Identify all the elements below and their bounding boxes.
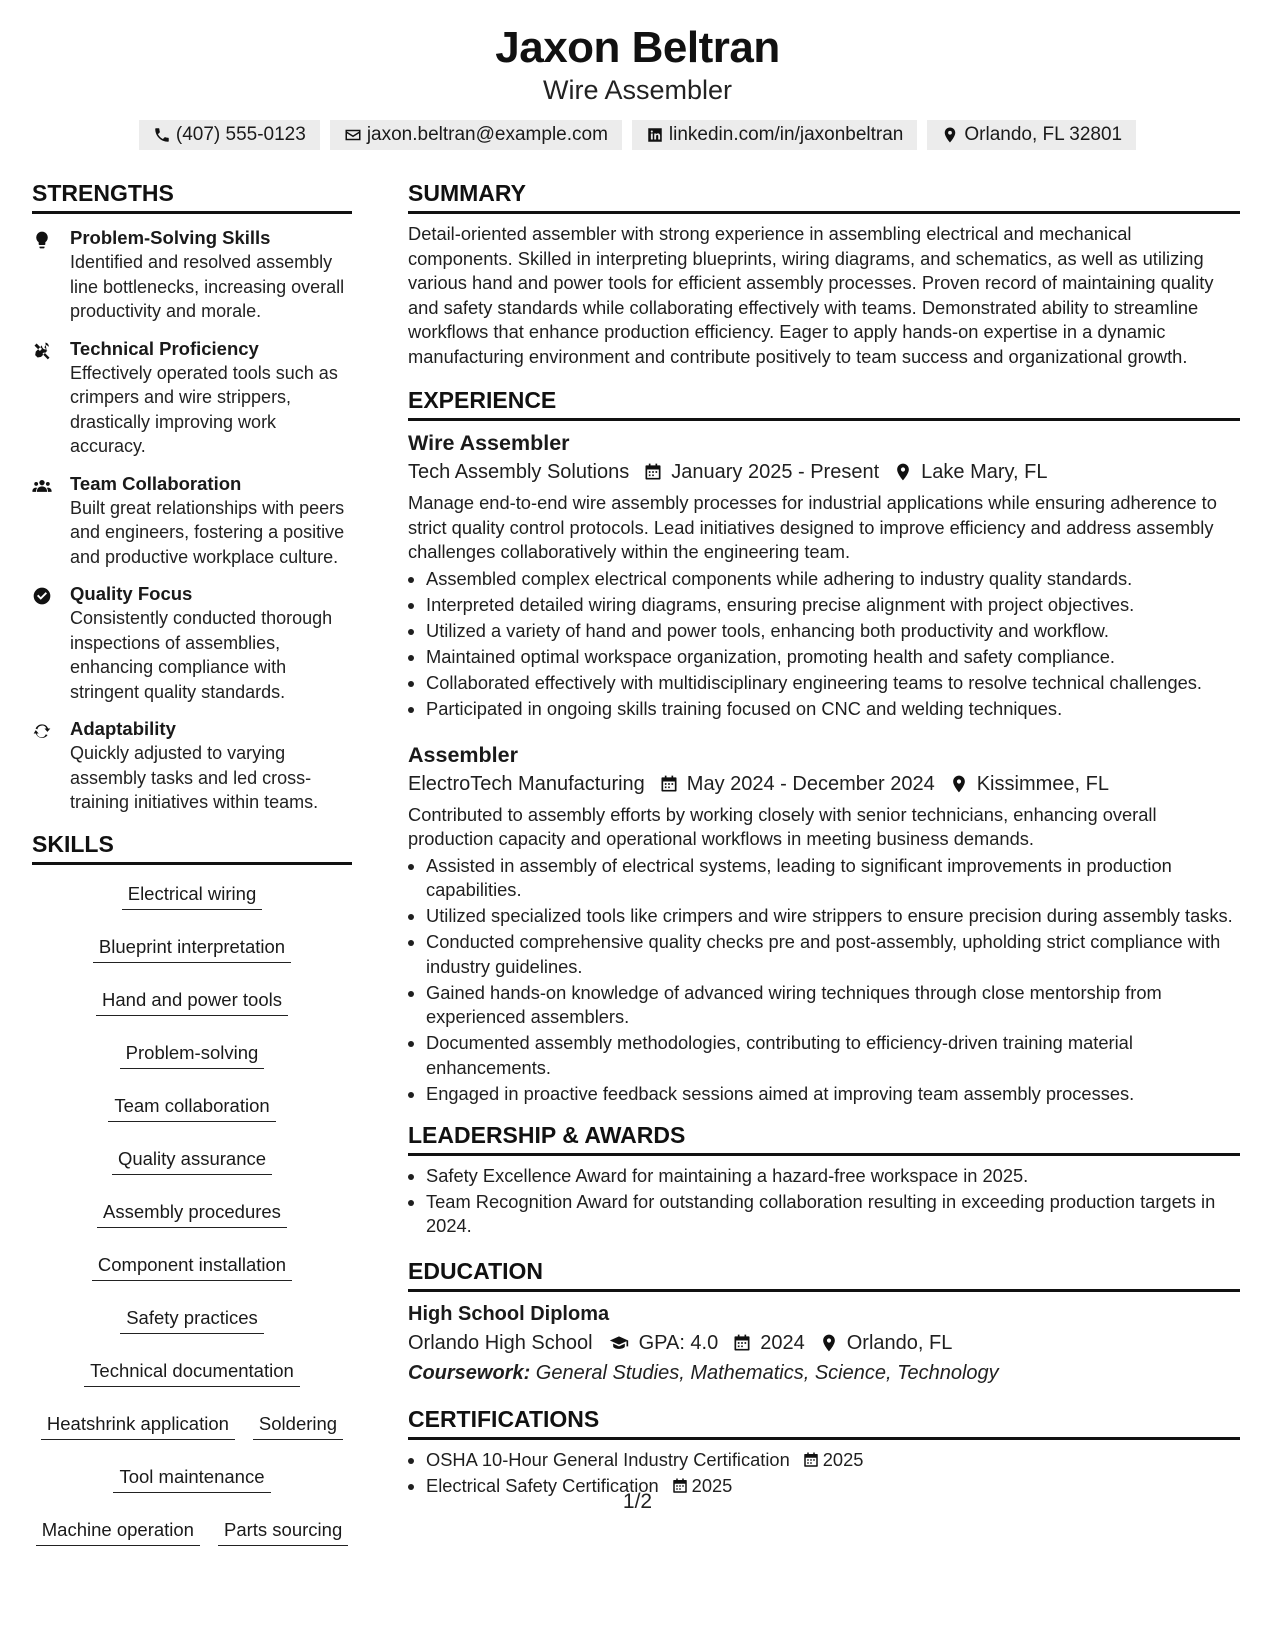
linkedin-text: linkedin.com/in/jaxonbeltran	[668, 124, 904, 145]
job-location: Kissimmee, FL	[976, 772, 1109, 795]
contact-linkedin[interactable]	[632, 120, 917, 150]
job-meta	[408, 769, 1240, 799]
list-item: • Engaged in proactive feedback sessions aimed at improving team assembly processes.	[426, 1082, 1240, 1107]
calendar-icon	[802, 1451, 820, 1469]
job-company: ElectroTech Manufacturing	[408, 772, 645, 795]
education-meta	[408, 1328, 1240, 1358]
lightbulb-icon	[32, 230, 52, 250]
skill-tag: Safety practices	[120, 1305, 264, 1334]
sync-icon	[32, 721, 52, 741]
certification-item	[426, 1448, 1240, 1473]
summary-heading: SUMMARY	[408, 178, 1240, 214]
calendar-icon	[643, 462, 663, 482]
awards-list	[408, 1164, 1240, 1239]
job-description: Contributed to assembly efforts by working closely with senior technicians, enhancing overall production capacity and operational workflows in meeting business demands.	[408, 803, 1157, 849]
skill-tag: Problem-solving	[120, 1040, 265, 1069]
linkedin-icon	[646, 126, 664, 144]
skill-tag: Quality assurance	[112, 1146, 272, 1175]
degree: High School Diploma	[408, 1303, 610, 1325]
strength-title: Team Collaboration	[70, 472, 242, 494]
job-company: Tech Assembly Solutions	[408, 461, 630, 483]
contact-phone	[139, 120, 320, 150]
strength-item	[32, 472, 352, 570]
certification-name: • OSHA 10-Hour General Industry Certification	[426, 1449, 790, 1470]
strength-desc: Built great relationships with peers and engineers, fostering a positive and productive workplace culture.	[70, 497, 345, 567]
location-text: Orlando, FL 32801	[964, 124, 1123, 145]
strength-title: Adaptability	[70, 718, 176, 739]
skill-tag: Machine operation	[36, 1517, 200, 1546]
list-item: • Conducted comprehensive quality checks pre and post-assembly, upholding strict compliance with industry guidelines.	[426, 930, 1240, 979]
skill-tag: Electrical wiring	[122, 881, 263, 910]
skill-tag: Component installation	[92, 1252, 292, 1281]
right-column	[408, 178, 1240, 1500]
strength-item	[32, 226, 352, 324]
job-dates: January 2025 - Present	[671, 461, 880, 483]
list-item: • Utilized a variety of hand and power tools, enhancing both productivity and workflow.	[426, 619, 1240, 644]
graduation-cap-icon	[607, 1333, 631, 1353]
list-item: • Documented assembly methodologies, contributing to efficiency-driven training material enhancements.	[426, 1031, 1240, 1080]
job-dates: May 2024 - December 2024	[686, 772, 935, 795]
strength-desc: Effectively operated tools such as crimpers and wire strippers, drastically improving work accuracy.	[70, 362, 338, 456]
strength-title: Technical Proficiency	[70, 337, 259, 359]
skill-tag: Team collaboration	[108, 1093, 275, 1122]
phone-text: (407) 555-0123	[175, 124, 306, 145]
skill-tag: Technical documentation	[84, 1358, 300, 1387]
coursework-label: Coursework:	[408, 1362, 531, 1384]
certification-name: • Electrical Safety Certification	[426, 1475, 659, 1496]
contact-location	[927, 120, 1136, 150]
strength-item	[32, 337, 352, 459]
job-title: Wire Assembler	[408, 431, 570, 455]
coursework	[408, 1358, 1240, 1388]
candidate-title: Wire Assembler	[542, 75, 733, 105]
contact-email[interactable]	[330, 120, 622, 150]
skill-tag: Hand and power tools	[96, 987, 288, 1016]
job-title: Assembler	[408, 742, 518, 767]
list-item: • Utilized specialized tools like crimpers and wire strippers to ensure precision during assembly tasks.	[426, 904, 1240, 929]
summary-text: Detail-oriented assembler with strong experience in assembling electrical and mechanical components. Skilled in interpreting blueprints, wiring diagrams, and schematics, as well as utilizing various hand and power tools for efficient assembly processes. Proven record of maintaining quality and safety standards while collaborating effectively with teams. Demonstrated ability to streamline workflows that enhance production efficiency. Eager to apply hands-on expertise in a dynamic manufacturing environment and contribute positively to team success and organizational growth.	[408, 223, 1214, 367]
job-meta	[408, 457, 1240, 487]
skill-tag: Parts sourcing	[218, 1517, 348, 1546]
skill-tag: Assembly procedures	[97, 1199, 287, 1228]
job-location: Lake Mary, FL	[921, 461, 1048, 483]
job-bullets	[408, 854, 1240, 1107]
list-item: • Assisted in assembly of electrical systems, leading to significant improvements in production capabilities.	[426, 854, 1240, 903]
skill-tag: Soldering	[253, 1411, 343, 1440]
calendar-icon	[732, 1333, 752, 1353]
certification-year: 2025	[691, 1475, 733, 1496]
education-entry	[408, 1300, 1240, 1388]
education-heading: EDUCATION	[408, 1256, 1240, 1292]
map-pin-icon	[949, 774, 969, 794]
list-item: • Team Recognition Award for outstanding collaboration resulting in exceeding production targets in 2024.	[426, 1190, 1240, 1239]
graduation-year: 2024	[760, 1332, 805, 1354]
school-location: Orlando, FL	[846, 1332, 953, 1354]
certifications-heading: CERTIFICATIONS	[408, 1404, 1240, 1440]
strengths-list	[32, 222, 352, 815]
list-item: • Interpreted detailed wiring diagrams, ensuring precise alignment with project objectives.	[426, 593, 1240, 618]
strengths-heading: STRENGTHS	[32, 178, 352, 214]
strength-desc: Consistently conducted thorough inspections of assemblies, enhancing compliance with stringent quality standards.	[70, 608, 333, 702]
gpa: GPA: 4.0	[638, 1332, 719, 1354]
skills-list	[32, 873, 352, 1546]
job-bullets	[408, 567, 1240, 722]
list-item: • Safety Excellence Award for maintaining a hazard-free workspace in 2025.	[426, 1164, 1240, 1189]
list-item: • Maintained optimal workspace organization, promoting health and safety compliance.	[426, 645, 1240, 670]
strength-item	[32, 582, 352, 704]
list-item: • Collaborated effectively with multidisciplinary engineering teams to resolve technical challenges.	[426, 671, 1240, 696]
strength-desc: Quickly adjusted to varying assembly tasks and led cross-training initiatives within teams.	[70, 743, 319, 812]
users-icon	[32, 476, 52, 496]
contact-bar	[0, 120, 1275, 150]
check-circle-icon	[32, 586, 52, 606]
strength-title: Problem-Solving Skills	[70, 227, 271, 248]
school-name: Orlando High School	[408, 1332, 593, 1354]
skill-tag: Tool maintenance	[113, 1464, 270, 1493]
resume-header	[0, 22, 1275, 150]
coursework-list: General Studies, Mathematics, Science, Technology	[530, 1362, 999, 1384]
experience-heading: EXPERIENCE	[408, 385, 1240, 421]
list-item: • Assembled complex electrical components while adhering to industry quality standards.	[426, 567, 1240, 592]
map-pin-icon	[893, 462, 913, 482]
phone-icon	[153, 126, 171, 144]
job-entry	[408, 429, 1240, 721]
certification-year: 2025	[822, 1449, 864, 1470]
map-pin-icon	[819, 1333, 839, 1353]
email-text: jaxon.beltran@example.com	[366, 124, 608, 145]
strength-item	[32, 717, 352, 815]
candidate-name: Jaxon Beltran	[495, 23, 780, 72]
envelope-icon	[344, 126, 362, 144]
skill-tag: Heatshrink application	[41, 1411, 235, 1440]
skill-tag: Blueprint interpretation	[93, 934, 291, 963]
list-item: • Gained hands-on knowledge of advanced wiring techniques through close mentorship from experienced assemblers.	[426, 981, 1240, 1030]
strength-title: Quality Focus	[70, 583, 193, 604]
strength-desc: Identified and resolved assembly line bottlenecks, increasing overall productivity and morale.	[70, 252, 345, 321]
tools-icon	[32, 341, 52, 361]
leadership-heading: LEADERSHIP & AWARDS	[408, 1120, 1240, 1156]
job-description: Manage end-to-end wire assembly processes for industrial applications while ensuring adherence to strict quality control protocols. Lead initiatives designed to improve efficiency and address assembly challenges collaboratively within the engineering team.	[408, 492, 1217, 562]
list-item: • Participated in ongoing skills training focused on CNC and welding techniques.	[426, 697, 1240, 722]
calendar-icon	[659, 774, 679, 794]
job-entry	[408, 741, 1240, 1107]
left-column	[32, 178, 352, 1546]
map-pin-icon	[941, 126, 959, 144]
page-number: 1/2	[622, 1490, 653, 1513]
skills-heading: SKILLS	[32, 829, 352, 865]
